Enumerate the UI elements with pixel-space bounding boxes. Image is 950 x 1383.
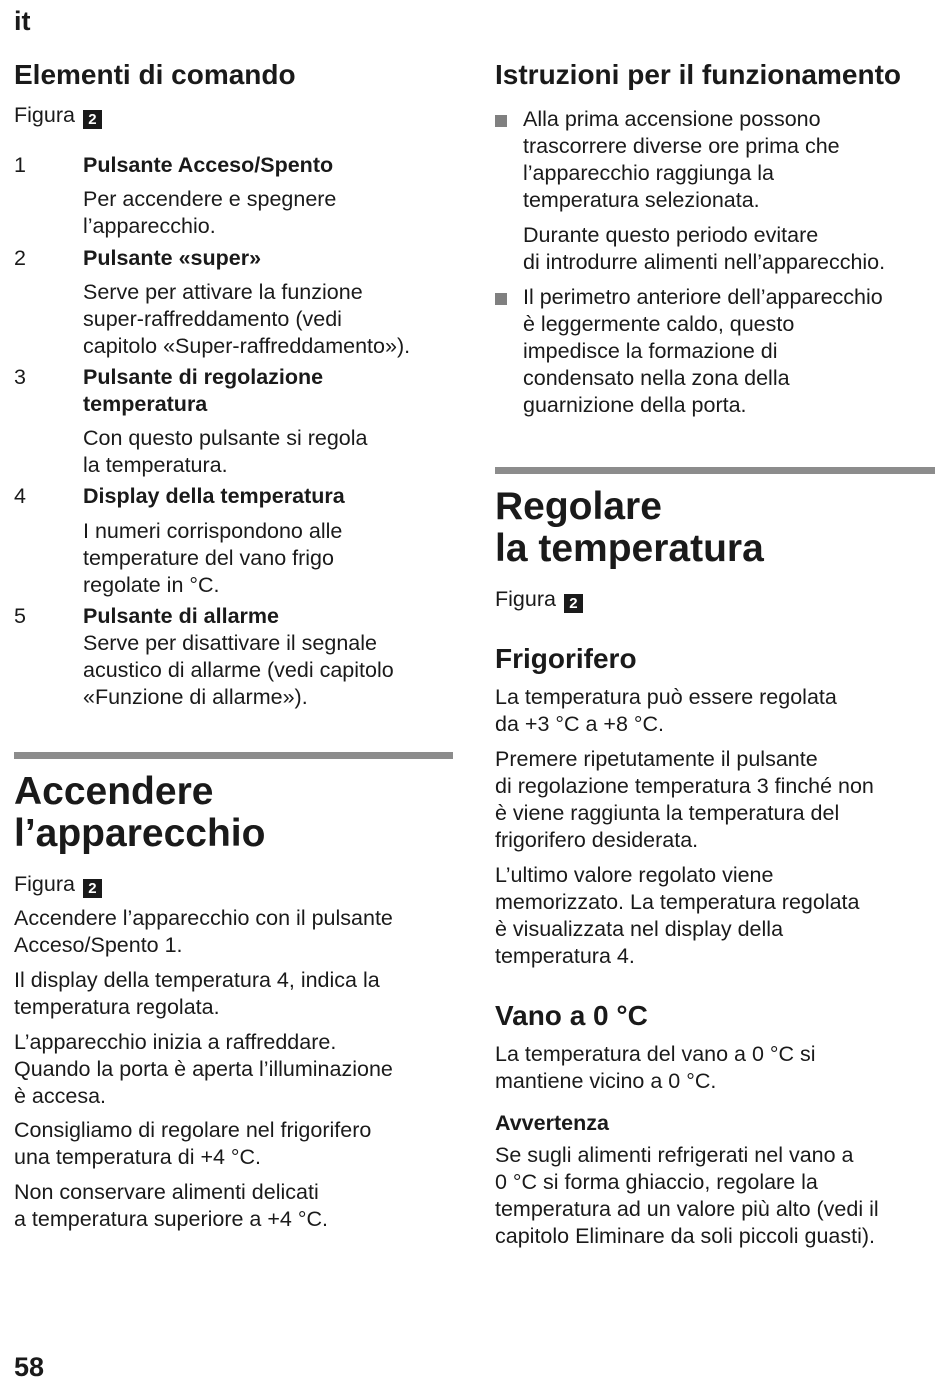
section-divider [14, 752, 453, 759]
bullet-marker [495, 115, 507, 127]
paragraph: Non conservare alimenti delicati a temperatura superiore a +4 °C. [14, 1180, 328, 1231]
control-item-number: 5 [14, 604, 26, 628]
control-item-number: 4 [14, 484, 26, 508]
control-item-number: 1 [14, 153, 26, 177]
figure-label: Figura [14, 103, 75, 127]
bullet-extra-text: Durante questo periodo evitare di introdurre alimenti nell’apparecchio. [523, 223, 886, 274]
paragraph: L’apparecchio inizia a raffreddare. Quando la porta è aperta l’illuminazione è accesa. [14, 1030, 393, 1108]
switch-on-figure-ref [14, 871, 102, 898]
figure-number-badge: 2 [83, 110, 102, 129]
figure-label: Figura [495, 587, 556, 611]
switch-on-heading: Accendere l’apparecchio [14, 770, 266, 855]
control-item-desc: Per accendere e spegnere l’apparecchio. [83, 187, 337, 238]
set-temperature-heading: Regolare la temperatura [495, 485, 764, 570]
paragraph: L’ultimo valore regolato viene memorizzato. La temperatura regolata è visualizzata nel display della temperatura 4. [495, 863, 860, 968]
page-number: 58 [14, 1352, 45, 1382]
paragraph: La temperatura può essere regolata da +3 °C a +8 °C. [495, 685, 837, 736]
control-item-title: Pulsante «super» [83, 246, 262, 270]
fridge-heading: Frigorifero [495, 643, 637, 674]
paragraph: Consigliamo di regolare nel frigorifero una temperatura di +4 °C. [14, 1118, 372, 1169]
note-text: Se sugli alimenti refrigerati nel vano a 0 °C si forma ghiaccio, regolare la temperatura ad un valore più alto (vedi il capitolo Eliminare da soli piccoli guasti). [495, 1143, 879, 1248]
paragraph: Il display della temperatura 4, indica la temperatura regolata. [14, 968, 380, 1019]
set-temperature-figure-ref [495, 586, 583, 613]
control-item-number: 3 [14, 365, 26, 389]
bullet-text: Il perimetro anteriore dell’apparecchio è leggermente caldo, questo impedisce la formazione di condensato nella zona della guarnizione della porta. [523, 285, 883, 417]
control-item-desc: Con questo pulsante si regola la temperatura. [83, 426, 368, 477]
control-item-title: Pulsante di regolazione temperatura [83, 365, 324, 416]
control-item-title: Pulsante Acceso/Spento [83, 153, 334, 177]
control-item-number: 2 [14, 246, 26, 270]
instructions-heading: Istruzioni per il funzionamento [495, 59, 901, 90]
figure-label: Figura [14, 872, 75, 896]
bullet-text: Alla prima accensione possono trascorrere diverse ore prima che l’apparecchio raggiunga la temperatura selezionata. [523, 107, 840, 212]
control-item-title: Pulsante di allarme [83, 604, 279, 628]
control-item-desc: Serve per attivare la funzione super-raffreddamento (vedi capitolo «Super-raffreddamento»). [83, 280, 411, 358]
control-item-title: Display della temperatura [83, 484, 345, 508]
zero-compartment-heading: Vano a 0 °C [495, 1000, 648, 1031]
language-code: it [14, 6, 31, 36]
section-divider [495, 467, 935, 474]
controls-figure-ref [14, 102, 102, 129]
figure-number-badge: 2 [564, 594, 583, 613]
control-item-desc: I numeri corrispondono alle temperature del vano frigo regolate in °C. [83, 519, 343, 597]
paragraph: Premere ripetutamente il pulsante di regolazione temperatura 3 finché non è viene raggiunta la temperatura del frigorifero desiderata. [495, 747, 874, 852]
control-item-desc: Serve per disattivare il segnale acustico di allarme (vedi capitolo «Funzione di allarme»). [83, 631, 394, 709]
note-heading: Avvertenza [495, 1111, 609, 1135]
paragraph: Accendere l’apparecchio con il pulsante Acceso/Spento 1. [14, 906, 393, 957]
figure-number-badge: 2 [83, 879, 102, 898]
controls-heading: Elementi di comando [14, 59, 296, 90]
paragraph: La temperatura del vano a 0 °C si mantiene vicino a 0 °C. [495, 1042, 816, 1093]
bullet-marker [495, 293, 507, 305]
